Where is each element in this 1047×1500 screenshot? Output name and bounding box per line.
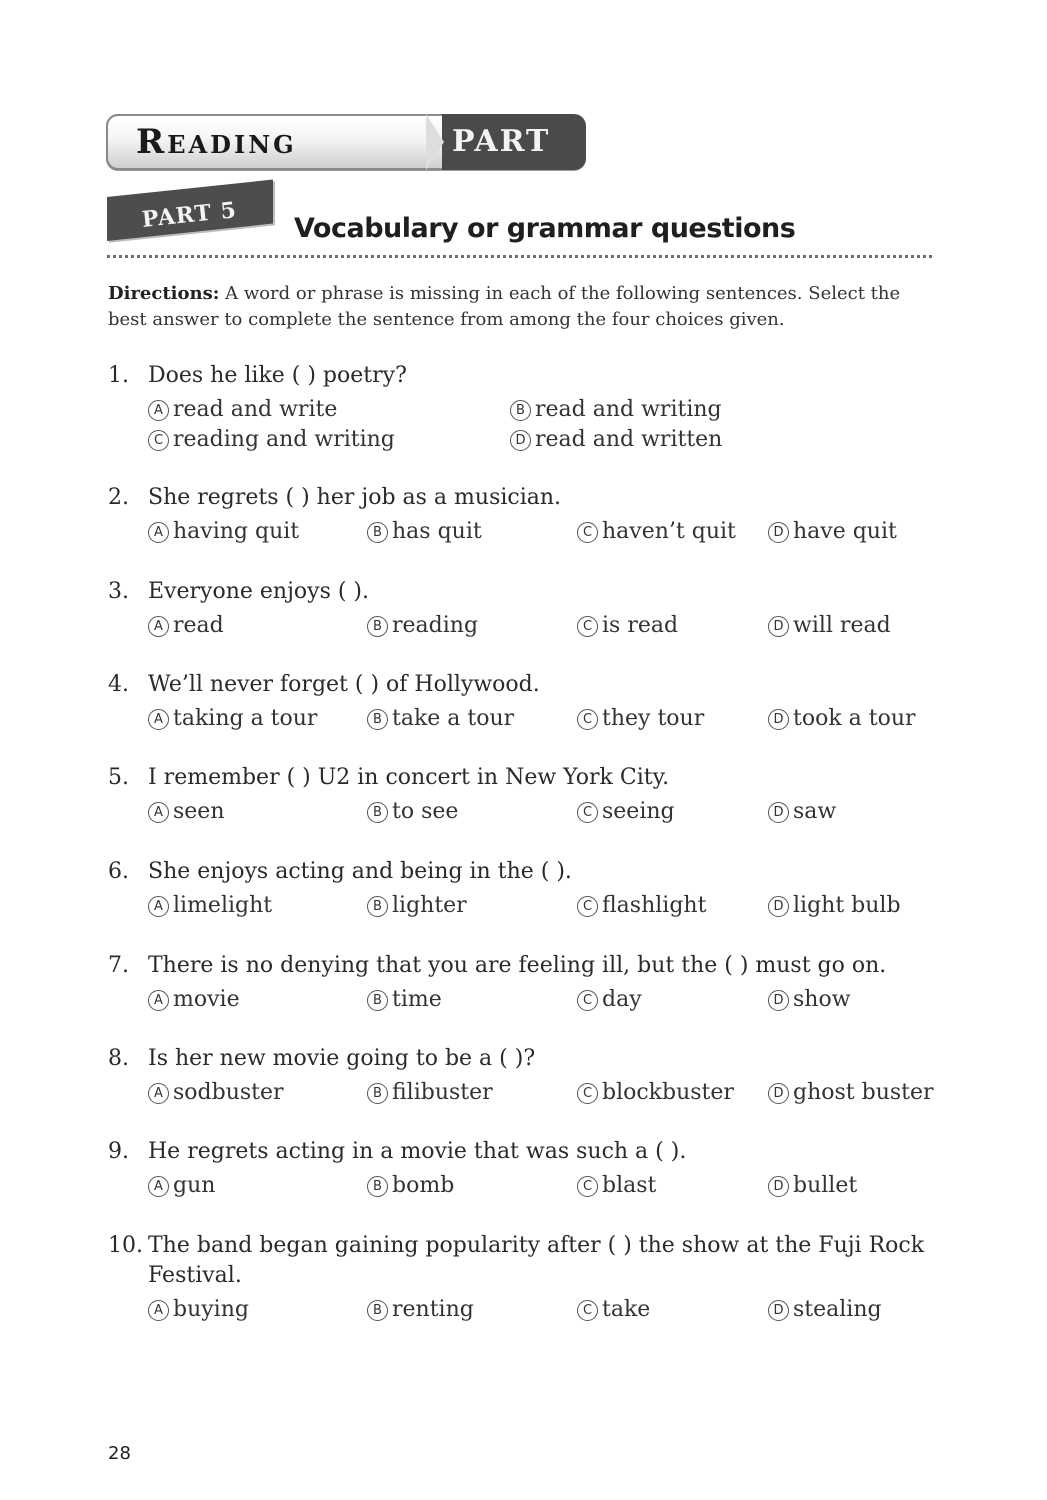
option-c-badge: C xyxy=(577,1083,598,1104)
question-1 xyxy=(108,361,948,455)
option-b[interactable] xyxy=(367,1295,474,1325)
option-c[interactable] xyxy=(577,985,642,1015)
option-b-badge: B xyxy=(367,896,388,917)
option-b-badge: B xyxy=(367,1176,388,1197)
option-text: reading xyxy=(392,613,479,638)
question-text: She regrets ( ) her job as a musician. xyxy=(148,485,562,510)
option-b-badge: B xyxy=(510,400,531,421)
option-text: took a tour xyxy=(793,706,916,731)
option-d[interactable] xyxy=(768,517,897,547)
option-c[interactable] xyxy=(577,611,678,641)
question-text: She enjoys acting and being in the ( ). xyxy=(148,859,572,884)
option-c-badge: C xyxy=(577,522,598,543)
option-d-badge: D xyxy=(768,616,789,637)
question-text: Is her new movie going to be a ( )? xyxy=(148,1046,536,1071)
reading-part-banner xyxy=(106,114,586,170)
option-text: seen xyxy=(173,799,225,824)
option-text: flashlight xyxy=(602,893,707,918)
option-text: read and write xyxy=(173,397,338,422)
option-text: time xyxy=(392,987,442,1012)
option-a[interactable] xyxy=(148,1078,284,1108)
option-text: read xyxy=(173,613,224,638)
option-text: ghost buster xyxy=(793,1080,934,1105)
question-number: 5. xyxy=(108,765,129,790)
option-d[interactable] xyxy=(768,611,891,641)
option-d-badge: D xyxy=(768,990,789,1011)
option-a[interactable] xyxy=(148,797,225,827)
question-8 xyxy=(108,1044,948,1108)
option-text: seeing xyxy=(602,799,675,824)
option-text: read and writing xyxy=(535,397,722,422)
option-d[interactable] xyxy=(768,704,916,734)
option-b[interactable] xyxy=(367,517,482,547)
option-b-badge: B xyxy=(367,802,388,823)
option-a[interactable] xyxy=(148,985,240,1015)
option-text: filibuster xyxy=(392,1080,493,1105)
option-b-badge: B xyxy=(367,1300,388,1321)
section-title: Vocabulary or grammar questions xyxy=(294,213,796,244)
option-a-badge: A xyxy=(148,1300,169,1321)
option-b[interactable] xyxy=(367,1078,493,1108)
option-c[interactable] xyxy=(577,1171,656,1201)
option-a-badge: A xyxy=(148,896,169,917)
question-number: 7. xyxy=(108,953,129,978)
option-c[interactable] xyxy=(577,1295,650,1325)
question-text: The band began gaining popularity after ( ) the show at the Fuji Rock xyxy=(148,1233,925,1258)
option-c[interactable] xyxy=(577,704,704,734)
option-text: blockbuster xyxy=(602,1080,734,1105)
option-c-badge: C xyxy=(577,709,598,730)
option-b[interactable] xyxy=(367,797,458,827)
option-d-badge: D xyxy=(768,709,789,730)
option-text: bullet xyxy=(793,1173,858,1198)
option-b[interactable] xyxy=(367,891,467,921)
option-d-badge: D xyxy=(768,1083,789,1104)
option-d[interactable] xyxy=(768,1295,882,1325)
option-a-badge: A xyxy=(148,616,169,637)
question-number: 4. xyxy=(108,672,129,697)
option-d[interactable] xyxy=(768,985,851,1015)
question-text: Does he like ( ) poetry? xyxy=(148,363,407,388)
option-b-badge: B xyxy=(367,990,388,1011)
option-d-badge: D xyxy=(768,1300,789,1321)
question-number: 2. xyxy=(108,485,129,510)
option-c-badge: C xyxy=(577,616,598,637)
option-a[interactable] xyxy=(148,517,299,547)
question-9 xyxy=(108,1137,948,1201)
option-text: stealing xyxy=(793,1297,882,1322)
option-text: have quit xyxy=(793,519,897,544)
question-6 xyxy=(108,857,948,921)
question-number: 8. xyxy=(108,1046,129,1071)
option-a-badge: A xyxy=(148,990,169,1011)
option-a-badge: A xyxy=(148,709,169,730)
option-b[interactable] xyxy=(367,704,514,734)
option-c[interactable] xyxy=(577,517,736,547)
question-5 xyxy=(108,763,948,827)
option-text: gun xyxy=(173,1173,216,1198)
question-2 xyxy=(108,483,948,547)
banner-title-reading: Reading xyxy=(136,122,297,162)
option-b-badge: B xyxy=(367,709,388,730)
option-c-badge: C xyxy=(577,802,598,823)
option-d-badge: D xyxy=(768,896,789,917)
option-a[interactable] xyxy=(148,704,317,734)
option-b[interactable] xyxy=(367,611,478,641)
question-text: We’ll never forget ( ) of Hollywood. xyxy=(148,672,540,697)
question-text: He regrets acting in a movie that was such a ( ). xyxy=(148,1139,687,1164)
option-b-badge: B xyxy=(367,1083,388,1104)
option-c[interactable] xyxy=(148,425,395,455)
option-d[interactable] xyxy=(768,1171,857,1201)
option-d[interactable] xyxy=(768,797,836,827)
option-a[interactable] xyxy=(148,395,337,425)
option-a[interactable] xyxy=(148,611,224,641)
option-c-badge: C xyxy=(577,990,598,1011)
question-10 xyxy=(108,1231,948,1325)
option-text: blast xyxy=(602,1173,657,1198)
question-number: 3. xyxy=(108,579,129,604)
banner-arrow-shape xyxy=(426,114,444,170)
page-number: 28 xyxy=(108,1443,131,1464)
option-a-badge: A xyxy=(148,802,169,823)
question-text: There is no denying that you are feeling ill, but the ( ) must go on. xyxy=(148,953,887,978)
option-text: take a tour xyxy=(392,706,515,731)
option-d-badge: D xyxy=(768,802,789,823)
question-number: 10. xyxy=(108,1233,143,1258)
option-text: sodbuster xyxy=(173,1080,284,1105)
option-c-badge: C xyxy=(577,1300,598,1321)
option-d-badge: D xyxy=(768,522,789,543)
option-b-badge: B xyxy=(367,522,388,543)
option-text: is read xyxy=(602,613,679,638)
option-d[interactable] xyxy=(510,425,722,455)
option-a-badge: A xyxy=(148,1176,169,1197)
option-text: taking a tour xyxy=(173,706,318,731)
question-text: Everyone enjoys ( ). xyxy=(148,579,369,604)
part-tag-label: PART 5 xyxy=(140,197,239,233)
directions-paragraph xyxy=(108,281,938,333)
option-d-badge: D xyxy=(768,1176,789,1197)
dotted-divider xyxy=(107,255,932,258)
option-text: movie xyxy=(173,987,240,1012)
option-text: light bulb xyxy=(793,893,901,918)
option-d-badge: D xyxy=(510,430,531,451)
question-number: 6. xyxy=(108,859,129,884)
option-text: buying xyxy=(173,1297,249,1322)
option-text: having quit xyxy=(173,519,300,544)
option-text: bomb xyxy=(392,1173,455,1198)
question-number: 1. xyxy=(108,363,129,388)
question-3 xyxy=(108,577,948,641)
option-text: saw xyxy=(793,799,837,824)
directions-text: A word or phrase is missing in each of the following sentences. Select the best answer to complete the sentence from among the four choices given. xyxy=(108,283,901,330)
option-a-badge: A xyxy=(148,400,169,421)
option-d[interactable] xyxy=(768,891,901,921)
option-c-badge: C xyxy=(577,1176,598,1197)
option-text: take xyxy=(602,1297,651,1322)
option-a-badge: A xyxy=(148,522,169,543)
option-text: to see xyxy=(392,799,459,824)
option-text: they tour xyxy=(602,706,705,731)
option-a[interactable] xyxy=(148,1295,249,1325)
option-text: day xyxy=(602,987,642,1012)
option-text: read and written xyxy=(535,427,723,452)
option-b-badge: B xyxy=(367,616,388,637)
option-c[interactable] xyxy=(577,891,706,921)
option-c-badge: C xyxy=(148,430,169,451)
option-text: has quit xyxy=(392,519,482,544)
option-text: lighter xyxy=(392,893,467,918)
option-text: renting xyxy=(392,1297,474,1322)
option-b[interactable] xyxy=(367,1171,454,1201)
question-text: I remember ( ) U2 in concert in New York City. xyxy=(148,765,670,790)
question-number: 9. xyxy=(108,1139,129,1164)
option-d[interactable] xyxy=(768,1078,934,1108)
option-a[interactable] xyxy=(148,891,272,921)
question-text-continued: Festival. xyxy=(148,1263,242,1288)
option-a-badge: A xyxy=(148,1083,169,1104)
option-c-badge: C xyxy=(577,896,598,917)
directions-label: Directions: xyxy=(108,283,220,304)
option-c[interactable] xyxy=(577,1078,734,1108)
option-b[interactable] xyxy=(510,395,722,425)
option-text: show xyxy=(793,987,851,1012)
option-b[interactable] xyxy=(367,985,442,1015)
option-c[interactable] xyxy=(577,797,675,827)
banner-title-part: PART xyxy=(452,124,551,159)
question-4 xyxy=(108,670,948,734)
question-7 xyxy=(108,951,948,1015)
option-text: limelight xyxy=(173,893,273,918)
option-a[interactable] xyxy=(148,1171,215,1201)
option-text: reading and writing xyxy=(173,427,395,452)
option-text: will read xyxy=(793,613,891,638)
option-text: haven’t quit xyxy=(602,519,736,544)
